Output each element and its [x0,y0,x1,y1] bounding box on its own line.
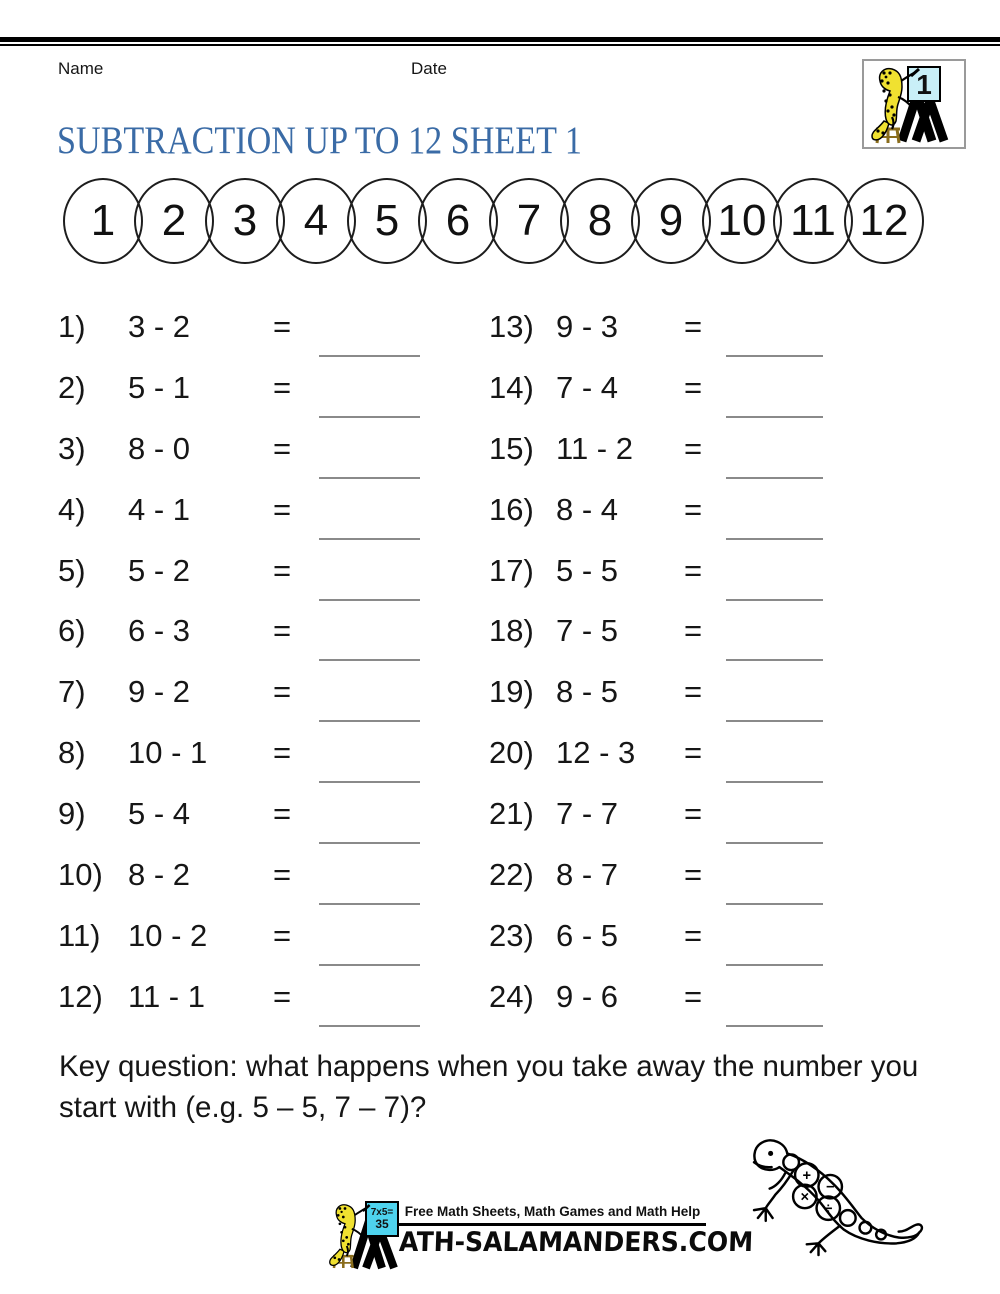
number-circle [418,178,498,264]
gecko-drawing [742,1130,938,1263]
circle-number: 11 [790,196,836,245]
equals-sign: = [684,613,703,648]
footer-logo-icon [326,1196,402,1277]
equals-sign: = [273,857,292,892]
number-line [63,178,915,264]
problem-expression: 8 - 5 [556,674,619,709]
minus-icon: − [825,1179,835,1196]
problem-row [0,844,1000,906]
equals-sign: = [273,674,292,709]
circle-number: 8 [587,196,613,245]
problem-expression: 7 - 5 [556,613,619,648]
circle-number: 4 [303,196,329,245]
problem-expression: 7 - 7 [556,796,619,831]
number-circle [702,178,782,264]
problem-number: 22) [489,857,534,892]
problem-expression: 12 - 3 [556,735,636,770]
problem-number: 15) [489,431,534,466]
problem-row [0,479,1000,541]
problem-row [0,600,1000,662]
equals-sign: = [684,309,703,344]
equals-sign: = [684,796,703,831]
circle-number: 12 [859,196,909,245]
problem-expression: 8 - 2 [128,857,191,892]
card-number: 1 [916,69,932,100]
problem-expression: 5 - 5 [556,553,619,588]
equals-sign: = [684,979,703,1014]
circle-number: 3 [232,196,258,245]
problem-number: 14) [489,370,534,405]
problem-expression: 8 - 4 [556,492,619,527]
circle-number: 1 [90,196,116,245]
top-rule-thin [0,44,1000,46]
name-label: Name [58,59,104,78]
problem-number: 18) [489,613,534,648]
equals-sign: = [684,431,703,466]
problem-row [0,783,1000,845]
number-circle [560,178,640,264]
number-circle [63,178,143,264]
key-question-line1: Key question: what happens when you take away the number you [59,1050,919,1083]
problem-expression: 10 - 2 [128,918,208,953]
equals-sign: = [273,553,292,588]
key-question [59,1046,969,1128]
key-question-line2: start with (e.g. 5 – 5, 7 – 7)? [59,1091,427,1124]
circle-number: 9 [658,196,684,245]
board-equation: 7x5= [370,1207,394,1218]
problem-number: 11) [58,918,101,953]
problem-expression: 5 - 1 [128,370,191,405]
problem-row [0,357,1000,419]
date-label: Date [411,59,447,78]
equals-sign: = [684,918,703,953]
problem-number: 6) [58,613,86,648]
page-title: SUBTRACTION UP TO 12 SHEET 1 [57,119,582,162]
problem-expression: 11 - 1 [128,979,205,1014]
problem-number: 21) [489,796,534,831]
circle-number: 10 [717,196,767,245]
problem-number: 5) [58,553,86,588]
equals-sign: = [684,857,703,892]
number-circle [844,178,924,264]
problem-number: 2) [58,370,86,405]
problem-row [0,418,1000,480]
equals-sign: = [684,735,703,770]
circle-number: 2 [161,196,187,245]
answer-blank[interactable] [726,1025,823,1027]
problem-expression: 9 - 6 [556,979,619,1014]
problem-expression: 6 - 3 [128,613,191,648]
problem-number: 3) [58,431,86,466]
circle-number: 6 [445,196,471,245]
problem-expression: 11 - 2 [556,431,633,466]
problem-row [0,661,1000,723]
problem-number: 4) [58,492,86,527]
problem-row [0,905,1000,967]
problem-row [0,966,1000,1028]
problem-expression: 10 - 1 [128,735,208,770]
equals-sign: = [273,431,292,466]
problem-number: 8) [58,735,86,770]
problem-number: 9) [58,796,86,831]
problem-number: 12) [58,979,103,1014]
problem-number: 24) [489,979,534,1014]
problem-number: 1) [58,309,86,344]
corner-logo [862,59,966,149]
equals-sign: = [684,370,703,405]
problem-expression: 9 - 3 [556,309,619,344]
problem-expression: 6 - 5 [556,918,619,953]
top-rule-thick [0,37,1000,42]
footer-branding [398,1204,754,1258]
problem-expression: 9 - 2 [128,674,191,709]
equals-sign: = [273,979,292,1014]
problem-row [0,722,1000,784]
problem-number: 19) [489,674,534,709]
number-circle [134,178,214,264]
number-circle [773,178,853,264]
equals-sign: = [684,674,703,709]
equals-sign: = [273,796,292,831]
equals-sign: = [273,492,292,527]
number-circle [276,178,356,264]
board-answer: 35 [375,1217,389,1231]
footer-tagline: Free Math Sheets, Math Games and Math Help [404,1204,701,1219]
problem-expression: 5 - 2 [128,553,191,588]
problem-expression: 5 - 4 [128,796,191,831]
footer-site-name: ATH-SALAMANDERS.COM [398,1227,754,1258]
number-circle [631,178,711,264]
problem-row [0,540,1000,602]
problem-expression: 4 - 1 [128,492,191,527]
problem-number: 20) [489,735,534,770]
problem-number: 7) [58,674,86,709]
equals-sign: = [684,553,703,588]
equals-sign: = [273,309,292,344]
equals-sign: = [273,735,292,770]
problem-number: 23) [489,918,534,953]
problem-expression: 7 - 4 [556,370,619,405]
multiply-icon: × [800,1189,810,1206]
number-circle [347,178,427,264]
problem-number: 16) [489,492,534,527]
problem-expression: 3 - 2 [128,309,191,344]
equals-sign: = [273,370,292,405]
corner-logo-image [864,61,964,147]
problem-row [0,296,1000,358]
answer-blank[interactable] [319,1025,420,1027]
circle-number: 7 [516,196,542,245]
footer-divider [399,1223,706,1226]
plus-icon: + [802,1167,812,1184]
equals-sign: = [273,918,292,953]
problem-expression: 8 - 0 [128,431,191,466]
circle-number: 5 [374,196,400,245]
divide-icon: ÷ [824,1201,833,1218]
equals-sign: = [684,492,703,527]
problem-number: 13) [489,309,534,344]
problem-number: 17) [489,553,534,588]
equals-sign: = [273,613,292,648]
problem-expression: 8 - 7 [556,857,619,892]
problem-number: 10) [58,857,103,892]
number-circle [205,178,285,264]
number-circle [489,178,569,264]
